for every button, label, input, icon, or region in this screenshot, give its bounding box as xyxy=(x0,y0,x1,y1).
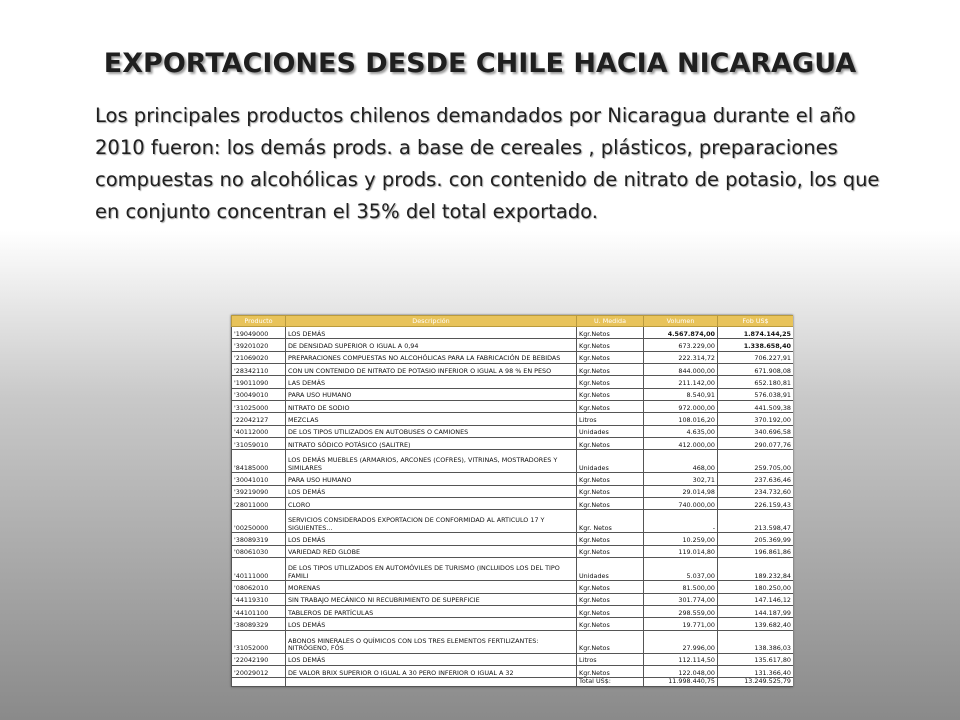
cell-volumen: 19.771,00 xyxy=(644,618,718,630)
exports-table-image xyxy=(231,315,793,687)
cell-descripcion: LOS DEMÁS xyxy=(286,485,577,497)
cell-descripcion: NITRATO SÓDICO POTÁSICO (SALITRE) xyxy=(286,437,577,449)
cell-descripcion: SIN TRABAJO MECÁNICO NI RECUBRIMIENTO DE SUPERFICIE xyxy=(286,593,577,605)
cell-producto: '84185000 xyxy=(232,450,286,473)
exports-table xyxy=(231,315,793,687)
cell-producto: '31052000 xyxy=(232,630,286,653)
cell-fob: 1.874.144,25 xyxy=(718,327,794,339)
cell-producto: '22042190 xyxy=(232,653,286,665)
cell-volumen: 4.567.874,00 xyxy=(644,327,718,339)
cell-producto: '40111000 xyxy=(232,558,286,581)
table-row xyxy=(232,351,794,363)
cell-unidad: Kgr.Netos xyxy=(577,351,644,363)
cell-unidad: Kgr.Netos xyxy=(577,666,644,678)
table-row xyxy=(232,450,794,473)
cell-producto: '31025000 xyxy=(232,400,286,412)
cell-descripcion: LOS DEMÁS xyxy=(286,327,577,339)
cell-volumen: 301.774,00 xyxy=(644,593,718,605)
cell-producto: '31059010 xyxy=(232,437,286,449)
cell-unidad: Kgr.Netos xyxy=(577,605,644,617)
table-row xyxy=(232,618,794,630)
cell-volumen: 673.229,00 xyxy=(644,339,718,351)
cell-unidad: Kgr. Netos xyxy=(577,510,644,533)
cell-producto: '38089319 xyxy=(232,533,286,545)
table-header-row xyxy=(232,316,794,327)
cell-volumen: 5.037,00 xyxy=(644,558,718,581)
cell-fob: 189.232,84 xyxy=(718,558,794,581)
cell-producto: '08061030 xyxy=(232,545,286,557)
cell-unidad: Litros xyxy=(577,413,644,425)
cell-unidad: Unidades xyxy=(577,558,644,581)
cell-descripcion: DE VALOR BRIX SUPERIOR O IGUAL A 30 PERO INFERIOR O IGUAL A 32 xyxy=(286,666,577,678)
slide-title: EXPORTACIONES DESDE CHILE HACIA NICARAGUA xyxy=(103,48,857,79)
cell-unidad: Kgr.Netos xyxy=(577,618,644,630)
cell-producto: '00250000 xyxy=(232,510,286,533)
table-total-row xyxy=(232,678,794,687)
cell-unidad: Kgr.Netos xyxy=(577,497,644,509)
cell-volumen: 302,71 xyxy=(644,473,718,485)
cell-volumen: 740.000,00 xyxy=(644,497,718,509)
cell-fob: 237.636,46 xyxy=(718,473,794,485)
cell-producto: '39219090 xyxy=(232,485,286,497)
cell-fob: 147.146,12 xyxy=(718,593,794,605)
cell-unidad: Unidades xyxy=(577,425,644,437)
cell-producto: '19049000 xyxy=(232,327,286,339)
cell-fob: 340.696,58 xyxy=(718,425,794,437)
table-row xyxy=(232,388,794,400)
cell-descripcion: PREPARACIONES COMPUESTAS NO ALCOHÓLICAS PARA LA FABRICACIÓN DE BEBIDAS xyxy=(286,351,577,363)
cell-producto: '22042127 xyxy=(232,413,286,425)
cell-volumen: 298.559,00 xyxy=(644,605,718,617)
cell-unidad: Unidades xyxy=(577,450,644,473)
cell-volumen: 468,00 xyxy=(644,450,718,473)
cell-descripcion: MEZCLAS xyxy=(286,413,577,425)
cell-volumen: 29.014,98 xyxy=(644,485,718,497)
cell-producto: '44101100 xyxy=(232,605,286,617)
table-row xyxy=(232,327,794,339)
cell-unidad: Kgr.Netos xyxy=(577,327,644,339)
cell-descripcion: PARA USO HUMANO xyxy=(286,388,577,400)
cell-descripcion: PARA USO HUMANO xyxy=(286,473,577,485)
cell-unidad: Litros xyxy=(577,653,644,665)
table-row xyxy=(232,630,794,653)
table-row xyxy=(232,593,794,605)
cell-fob: 576.038,91 xyxy=(718,388,794,400)
cell-volumen: 412.000,00 xyxy=(644,437,718,449)
cell-fob: 139.682,40 xyxy=(718,618,794,630)
cell-unidad: Kgr.Netos xyxy=(577,437,644,449)
cell-unidad: Kgr.Netos xyxy=(577,339,644,351)
cell-fob: 131.366,40 xyxy=(718,666,794,678)
cell-descripcion: CON UN CONTENIDO DE NITRATO DE POTASIO INFERIOR O IGUAL A 98 % EN PESO xyxy=(286,363,577,375)
cell-fob: 135.617,80 xyxy=(718,653,794,665)
table-row xyxy=(232,425,794,437)
cell-producto: '20029012 xyxy=(232,666,286,678)
header-unidad-medida: U. Medida xyxy=(577,316,644,327)
table-row xyxy=(232,533,794,545)
cell-fob: 652.180,81 xyxy=(718,376,794,388)
cell-producto: '21069020 xyxy=(232,351,286,363)
cell-producto: '39201020 xyxy=(232,339,286,351)
cell-descripcion: NITRATO DE SODIO xyxy=(286,400,577,412)
table-row xyxy=(232,581,794,593)
cell-volumen: - xyxy=(644,510,718,533)
cell-descripcion: ABONOS MINERALES O QUÍMICOS CON LOS TRES ELEMENTOS FERTILIZANTES: NITRÓGENO, FÓS xyxy=(286,630,577,653)
cell-volumen: 108.016,20 xyxy=(644,413,718,425)
table-row xyxy=(232,363,794,375)
cell-unidad: Kgr.Netos xyxy=(577,363,644,375)
header-producto: Producto xyxy=(232,316,286,327)
cell-fob: 226.159,43 xyxy=(718,497,794,509)
cell-unidad: Kgr.Netos xyxy=(577,485,644,497)
cell-unidad: Kgr.Netos xyxy=(577,630,644,653)
cell-producto: '30049010 xyxy=(232,388,286,400)
cell-unidad: Kgr.Netos xyxy=(577,545,644,557)
cell-fob: 290.077,76 xyxy=(718,437,794,449)
table-row xyxy=(232,376,794,388)
table-row xyxy=(232,485,794,497)
total-label: Total US$: xyxy=(577,678,644,687)
slide-paragraph: Los principales productos chilenos demandados por Nicaragua durante el año 2010 fueron: los demás prods. a base de cereales , plásticos, preparaciones compuestas no alcohólicas y prods. con contenido de nitrato de potasio, los que en conjunto concentran el 35% del total exportado. xyxy=(95,104,880,223)
table-row xyxy=(232,558,794,581)
cell-producto: '40112000 xyxy=(232,425,286,437)
cell-descripcion: TABLEROS DE PARTÍCULAS xyxy=(286,605,577,617)
table-row xyxy=(232,437,794,449)
table-row xyxy=(232,653,794,665)
cell-unidad: Kgr.Netos xyxy=(577,533,644,545)
table-row xyxy=(232,473,794,485)
cell-volumen: 112.114,50 xyxy=(644,653,718,665)
cell-unidad: Kgr.Netos xyxy=(577,581,644,593)
cell-unidad: Kgr.Netos xyxy=(577,593,644,605)
cell-unidad: Kgr.Netos xyxy=(577,400,644,412)
cell-volumen: 211.142,00 xyxy=(644,376,718,388)
cell-fob: 213.598,47 xyxy=(718,510,794,533)
cell-volumen: 844.000,00 xyxy=(644,363,718,375)
table-body xyxy=(232,327,794,678)
cell-volumen: 119.014,80 xyxy=(644,545,718,557)
header-volumen: Volumen xyxy=(644,316,718,327)
cell-fob: 259.705,00 xyxy=(718,450,794,473)
cell-producto: '44119310 xyxy=(232,593,286,605)
table-row xyxy=(232,400,794,412)
table-row xyxy=(232,666,794,678)
cell-descripcion: DE LOS TIPOS UTILIZADOS EN AUTOMÓVILES DE TURISMO (INCLUIDOS LOS DEL TIPO FAMILI xyxy=(286,558,577,581)
cell-descripcion: LOS DEMÁS xyxy=(286,618,577,630)
cell-descripcion: MORENAS xyxy=(286,581,577,593)
cell-fob: 234.732,60 xyxy=(718,485,794,497)
header-fob: Fob US$ xyxy=(718,316,794,327)
cell-producto: '38089329 xyxy=(232,618,286,630)
total-volumen: 11.998.440,75 xyxy=(644,678,718,687)
cell-volumen: 81.500,00 xyxy=(644,581,718,593)
total-fob: 13.249.525,79 xyxy=(718,678,794,687)
cell-fob: 205.369,99 xyxy=(718,533,794,545)
cell-fob: 138.386,03 xyxy=(718,630,794,653)
cell-descripcion: CLORO xyxy=(286,497,577,509)
header-descripcion: Descripción xyxy=(286,316,577,327)
cell-fob: 1.338.658,40 xyxy=(718,339,794,351)
cell-fob: 144.187,99 xyxy=(718,605,794,617)
cell-fob: 441.509,38 xyxy=(718,400,794,412)
cell-descripcion: LAS DEMÁS xyxy=(286,376,577,388)
cell-descripcion: SERVICIOS CONSIDERADOS EXPORTACION DE CONFORMIDAD AL ARTICULO 17 Y SIGUIENTES... xyxy=(286,510,577,533)
table-row xyxy=(232,605,794,617)
cell-descripcion: DE DENSIDAD SUPERIOR O IGUAL A 0,94 xyxy=(286,339,577,351)
cell-volumen: 122.048,00 xyxy=(644,666,718,678)
cell-descripcion: VARIEDAD RED GLOBE xyxy=(286,545,577,557)
cell-fob: 370.192,00 xyxy=(718,413,794,425)
cell-volumen: 10.259,00 xyxy=(644,533,718,545)
cell-volumen: 4.635,00 xyxy=(644,425,718,437)
cell-volumen: 972.000,00 xyxy=(644,400,718,412)
cell-volumen: 222.314,72 xyxy=(644,351,718,363)
cell-descripcion: LOS DEMÁS xyxy=(286,533,577,545)
table-row xyxy=(232,510,794,533)
cell-unidad: Kgr.Netos xyxy=(577,388,644,400)
cell-volumen: 27.996,00 xyxy=(644,630,718,653)
cell-fob: 671.908,08 xyxy=(718,363,794,375)
cell-producto: '19011090 xyxy=(232,376,286,388)
table-row xyxy=(232,497,794,509)
cell-producto: '28342110 xyxy=(232,363,286,375)
cell-volumen: 8.540,91 xyxy=(644,388,718,400)
cell-producto: '30041010 xyxy=(232,473,286,485)
cell-fob: 706.227,91 xyxy=(718,351,794,363)
table-row xyxy=(232,413,794,425)
cell-fob: 196.861,86 xyxy=(718,545,794,557)
cell-unidad: Kgr.Netos xyxy=(577,376,644,388)
cell-producto: '08062010 xyxy=(232,581,286,593)
cell-producto: '28011000 xyxy=(232,497,286,509)
cell-descripcion: DE LOS TIPOS UTILIZADOS EN AUTOBUSES O CAMIONES xyxy=(286,425,577,437)
table-row xyxy=(232,545,794,557)
cell-descripcion: LOS DEMÁS xyxy=(286,653,577,665)
table-row xyxy=(232,339,794,351)
cell-fob: 180.250,00 xyxy=(718,581,794,593)
cell-unidad: Kgr.Netos xyxy=(577,473,644,485)
cell-descripcion: LOS DEMÁS MUEBLES (ARMARIOS, ARCONES (COFRES), VITRINAS, MOSTRADORES Y SIMILARES xyxy=(286,450,577,473)
